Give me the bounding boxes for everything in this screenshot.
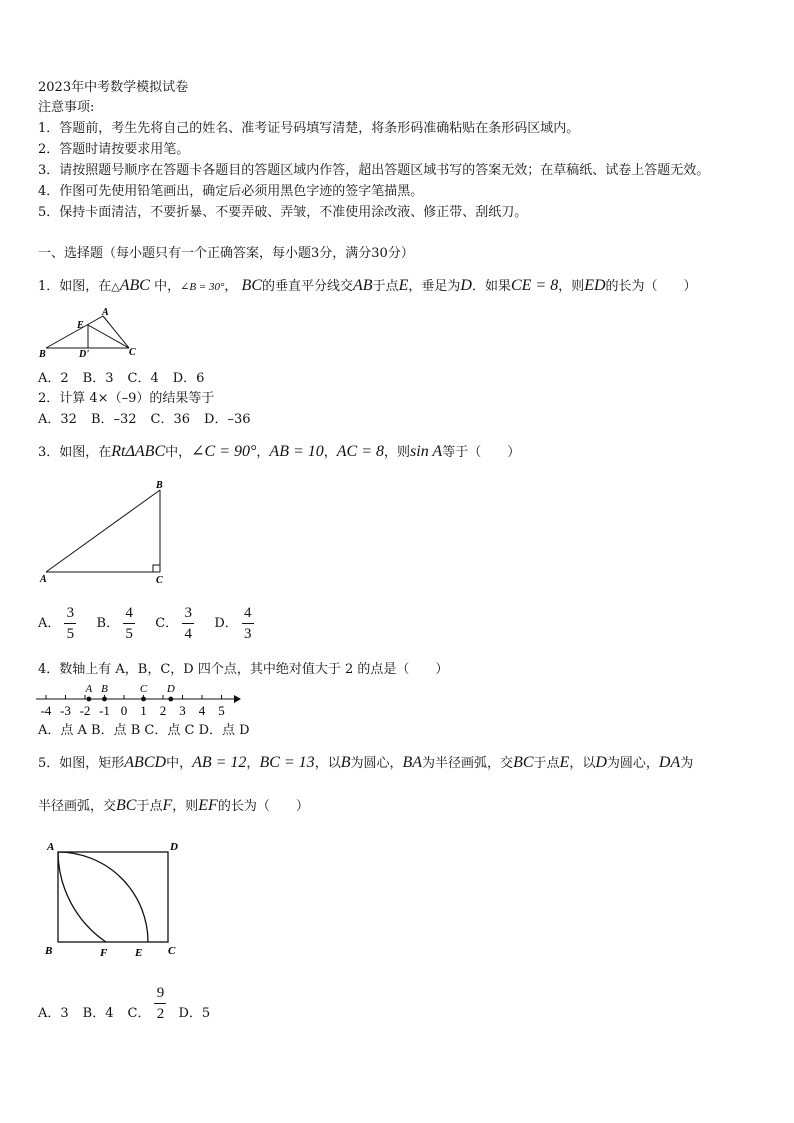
- number-line-tick-label: -3: [60, 703, 71, 718]
- q5-bc: BC = 13: [259, 754, 315, 771]
- q5-text: 的长为（ ）: [217, 799, 309, 814]
- number-line-tick-label: 0: [120, 703, 128, 718]
- fraction: [154, 985, 166, 1022]
- number-line-tick-label: -2: [79, 703, 91, 718]
- q5-text: 为: [680, 756, 694, 771]
- number-line-tick-label: -4: [40, 703, 52, 718]
- q5-text: 半径画弧，交: [38, 799, 117, 814]
- q1-figure: [36, 304, 146, 362]
- q5-text: 于点: [533, 756, 560, 771]
- fraction: [123, 605, 135, 642]
- fraction: [64, 605, 76, 642]
- q5-ab: AB = 12: [192, 754, 247, 771]
- q3-label-b: B: [156, 480, 163, 491]
- triangle-symbol: △: [111, 280, 120, 293]
- number-line-point-label: A: [85, 683, 93, 695]
- q5-ba: BA: [402, 754, 423, 771]
- q1-text: ，则: [558, 279, 585, 294]
- q3-option-c: [155, 605, 198, 642]
- denominator: 5: [66, 626, 75, 642]
- q5-text: 为圆心，: [606, 756, 659, 771]
- q3-figure: [38, 478, 173, 586]
- q5-abcd: ABCD: [124, 754, 167, 771]
- question-5: [38, 754, 693, 773]
- q5-e: E: [559, 754, 570, 771]
- q5-text: 为圆心，: [350, 756, 403, 771]
- q3-angle: ∠C = 90°: [191, 443, 257, 460]
- notice-5: 5．保持卡面清洁，不要折暴、不要弄破、弄皱，不准使用涂改液、修正带、刮纸刀。: [38, 205, 528, 220]
- q5-d: D: [595, 754, 607, 771]
- q1-text: 1．如图，在: [38, 279, 112, 294]
- numerator: 4: [125, 605, 133, 621]
- q5-option-a: A．3: [38, 1006, 69, 1021]
- q5-option-d: D．5: [178, 1006, 211, 1021]
- numerator: 3: [184, 605, 192, 621]
- q5-label-b: B: [45, 945, 53, 957]
- q3-text: ，则: [384, 445, 411, 460]
- q1-ce: CE = 8: [510, 277, 559, 294]
- notice-heading: 注意事项:: [38, 100, 95, 115]
- denominator: 4: [184, 626, 192, 642]
- q3-option-a: [38, 605, 80, 642]
- notice-4: 4．作图可先使用铅笔画出，确定后必须用黑色字迹的签字笔描黑。: [38, 184, 424, 199]
- q1-d: D: [460, 277, 472, 294]
- q5-text: ，以: [314, 756, 341, 771]
- denominator: 3: [244, 626, 252, 642]
- number-line-point: [168, 697, 173, 702]
- number-line-tick-label: 1: [140, 703, 147, 718]
- question-2: 2．计算 4×（–9）的结果等于: [38, 391, 215, 406]
- number-line-tick-label: -1: [99, 703, 110, 718]
- question-1: [38, 277, 697, 296]
- q3-ab: AB = 10: [269, 443, 324, 460]
- arc-b: [58, 852, 148, 942]
- q3-ac: AC = 8: [336, 443, 385, 460]
- q2-option-b: B．–32: [90, 412, 137, 427]
- numerator: 4: [244, 605, 252, 621]
- q5-bc2: BC: [513, 754, 534, 771]
- q3-label-a: A: [40, 574, 47, 585]
- q1-label-c: C: [129, 347, 136, 358]
- question-5-line2: [38, 797, 309, 816]
- number-line-point: [87, 697, 92, 702]
- q5-text: ，则: [172, 799, 199, 814]
- arc-d: [58, 852, 106, 942]
- q5-text: ，: [246, 756, 260, 771]
- q5-b: B: [340, 754, 351, 771]
- number-line-point-label: B: [101, 683, 108, 695]
- notice-3: 3．请按照题号顺序在答题卡各题目的答题区域内作答，超出答题区域书写的答案无效；在草稿纸、试卷上答题无效。: [38, 163, 710, 178]
- arrow-right-icon: [234, 695, 241, 703]
- q1-text: ，垂足为: [408, 279, 461, 294]
- q5-text: 5．如图，矩形: [38, 756, 125, 771]
- section-heading: 一、选择题（每小题只有一个正确答案，每小题3分，满分30分）: [38, 246, 414, 261]
- q1-ab: AB: [353, 277, 373, 294]
- q5-label-a: A: [47, 841, 55, 853]
- q3-options: [38, 604, 258, 644]
- number-line-point-label: C: [139, 683, 148, 695]
- number-line-point: [102, 697, 107, 702]
- q5-f: F: [162, 797, 173, 814]
- notice-1: 1．答题前，考生先将自己的姓名、准考证号码填写清楚，将条形码准确粘贴在条形码区域内。: [38, 121, 580, 136]
- q5-figure: [40, 834, 190, 962]
- q3-rt: RtΔABC: [111, 443, 166, 460]
- fraction: [242, 605, 254, 642]
- q1-angle: ∠B = 30°: [180, 281, 225, 293]
- q3-sin: sin A: [410, 443, 443, 460]
- q5-da: DA: [658, 754, 681, 771]
- q5-text: 为半径画弧，交: [422, 756, 514, 771]
- q1-ed: ED: [584, 277, 606, 294]
- number-line-point: [141, 697, 146, 702]
- question-4: 4．数轴上有 A，B，C，D 四个点，其中绝对值大于 2 的点是（ ）: [38, 662, 449, 677]
- q5-option-b: B．4: [82, 1006, 114, 1021]
- number-line-point-label: D: [166, 683, 175, 695]
- q1-text: ，: [224, 279, 238, 294]
- q3-text: ，: [323, 445, 337, 460]
- q1-label-a: A: [102, 307, 109, 318]
- q1-e: E: [398, 277, 409, 294]
- q1-text: 的长为（ ）: [605, 279, 697, 294]
- q1-option-b: B．3: [82, 371, 114, 386]
- q5-text: 于点: [136, 799, 163, 814]
- exam-title: 2023年中考数学模拟试卷: [38, 80, 189, 95]
- q5-text: 中，: [166, 756, 193, 771]
- q4-number-line: [34, 680, 244, 720]
- q5-options: [38, 985, 224, 1034]
- denominator: 2: [156, 1006, 165, 1022]
- q3-text: 等于（ ）: [442, 445, 521, 460]
- q1-option-c: C．4: [127, 371, 159, 386]
- option-letter: B．: [96, 616, 120, 631]
- numerator: 9: [156, 985, 165, 1001]
- q3-label-c: C: [156, 575, 163, 586]
- numerator: 3: [66, 605, 75, 621]
- q3-option-b: [96, 605, 140, 642]
- q5-label-e: E: [135, 947, 143, 959]
- q5-label-c: C: [168, 945, 176, 957]
- option-letter: C．: [155, 616, 179, 631]
- q1-options: [38, 370, 218, 388]
- q1-label-e: E: [77, 320, 84, 331]
- question-3: [38, 443, 520, 462]
- option-letter: C．: [127, 1006, 151, 1021]
- denominator: 5: [125, 626, 133, 642]
- q1-option-a: A．2: [38, 371, 69, 386]
- q1-text: 中，: [154, 279, 181, 294]
- number-line-tick-label: 2: [159, 703, 167, 718]
- q3-text: ，: [256, 445, 270, 460]
- q1-label-b: B: [39, 349, 46, 360]
- q1-label-d: D': [79, 349, 89, 360]
- q3-text: 3．如图，在: [38, 445, 112, 460]
- q1-option-d: D．6: [172, 371, 205, 386]
- number-line-tick-label: 5: [218, 703, 225, 718]
- q3-option-d: [214, 605, 257, 642]
- q5-l2-bc: BC: [116, 797, 137, 814]
- q5-ef: EF: [198, 797, 218, 814]
- q4-options: A．点 A B．点 B C．点 C D．点 D: [38, 723, 250, 738]
- q1-text: 的垂直平分线交: [262, 279, 354, 294]
- option-letter: D．: [214, 616, 238, 631]
- q5-option-c: [127, 985, 171, 1022]
- q1-abc: ABC: [119, 277, 150, 294]
- notice-2: 2．答题时请按要求用笔。: [38, 142, 190, 157]
- q5-text: ，以: [569, 756, 596, 771]
- q2-option-c: C．36: [150, 412, 191, 427]
- q2-option-a: A．32: [38, 412, 77, 427]
- q1-text: 于点: [372, 279, 399, 294]
- q5-label-d: D: [170, 841, 178, 853]
- option-letter: A．: [38, 616, 61, 631]
- q5-label-f: F: [100, 947, 108, 959]
- q1-text: ．如果: [471, 279, 511, 294]
- number-line-tick-label: 4: [198, 703, 206, 718]
- q1-bc: BC: [241, 277, 262, 294]
- q3-text: 中，: [165, 445, 192, 460]
- number-line-tick-label: 3: [179, 703, 186, 718]
- fraction: [182, 605, 194, 642]
- q2-option-d: D．–36: [204, 412, 251, 427]
- q2-options: [38, 411, 265, 429]
